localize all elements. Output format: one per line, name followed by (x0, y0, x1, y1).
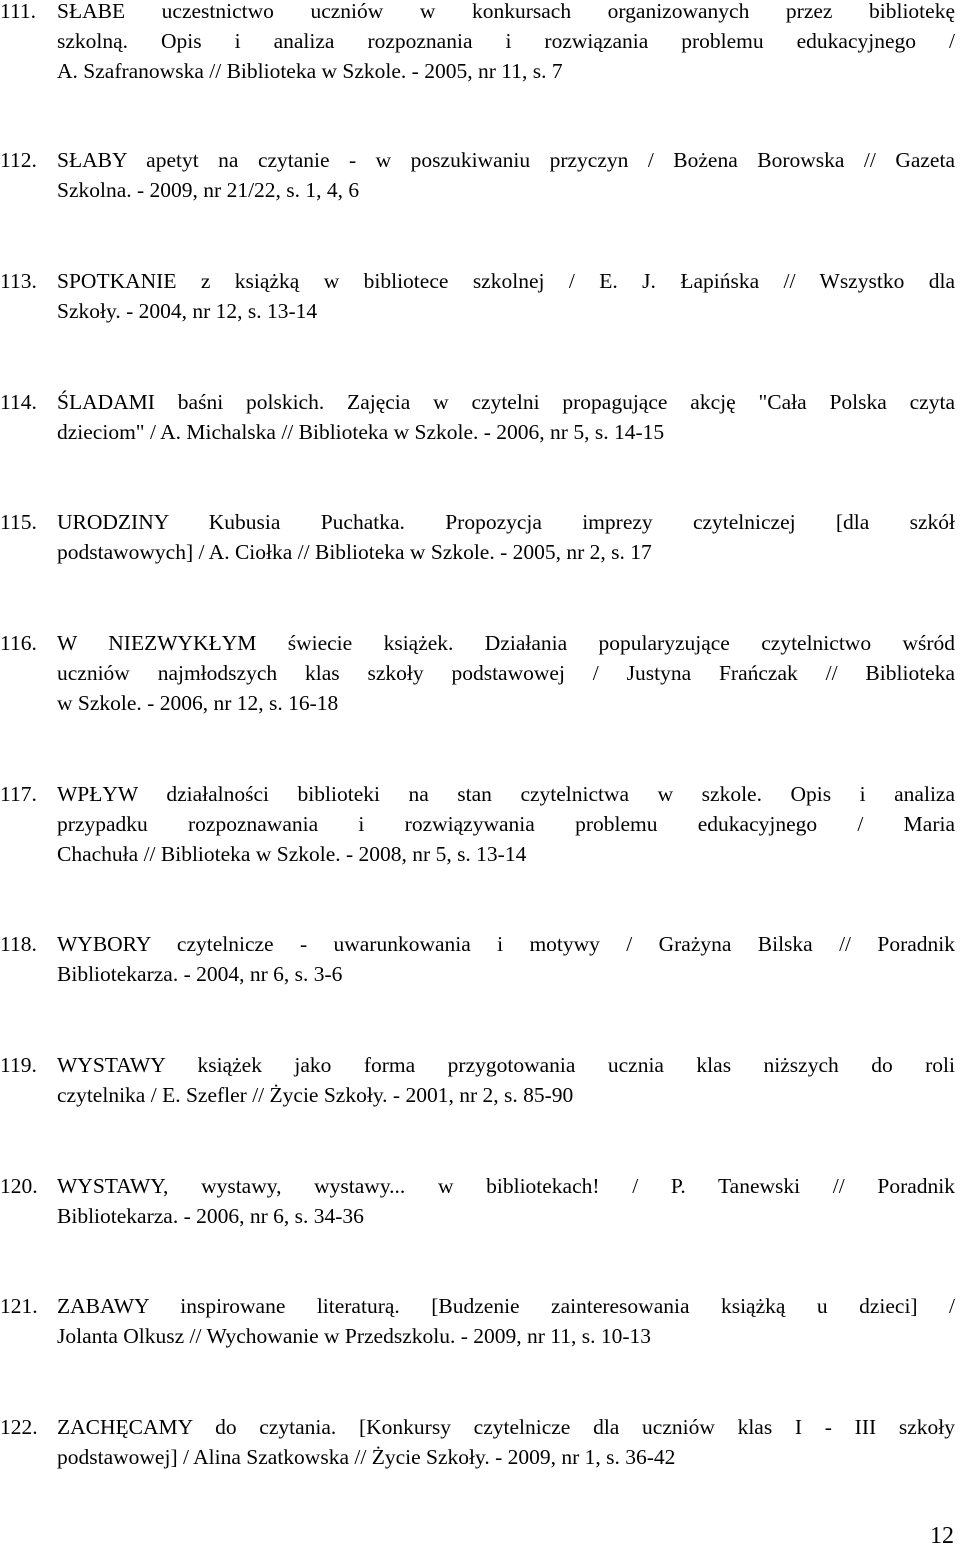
entry-number: 112. (0, 148, 37, 172)
page-number: 12 (930, 1523, 954, 1549)
entry-number: 117. (0, 782, 37, 806)
entry-number: 114. (0, 390, 37, 414)
entry-text-line: dzieciom" / A. Michalska // Biblioteka w Szkole. - 2006, nr 5, s. 14-15 (57, 420, 665, 444)
entry-text-line: Jolanta Olkusz // Wychowanie w Przedszkolu. - 2009, nr 11, s. 10-13 (57, 1324, 652, 1348)
entry-text-line: SŁABY apetyt na czytanie - w poszukiwaniu przyczyn / Bożena Borowska // Gazeta (57, 148, 955, 172)
entry-text-line: ZACHĘCAMY do czytania. [Konkursy czytelnicze dla uczniów klas I - III szkoły (57, 1415, 955, 1439)
entry-text-line: WYBORY czytelnicze - uwarunkowania i motywy / Grażyna Bilska // Poradnik (57, 932, 955, 956)
entry-text-line: szkolną. Opis i analiza rozpoznania i rozwiązania problemu edukacyjnego / (57, 29, 955, 53)
entry-number: 115. (0, 510, 37, 534)
entry-number: 113. (0, 269, 37, 293)
entry-text-line: przypadku rozpoznawania i rozwiązywania problemu edukacyjnego / Maria (57, 812, 955, 836)
entry-number: 111. (0, 0, 37, 23)
entry-number: 118. (0, 932, 37, 956)
bibliography-entry (0, 387, 955, 447)
entry-text-line: WYSTAWY, wystawy, wystawy... w bibliotekach! / P. Tanewski // Poradnik (57, 1174, 955, 1198)
entry-text-line: Chachuła // Biblioteka w Szkole. - 2008, nr 5, s. 13-14 (57, 842, 527, 866)
entry-text-line: WYSTAWY książek jako forma przygotowania ucznia klas niższych do roli (57, 1053, 955, 1077)
entry-text-line: czytelnika / E. Szefler // Życie Szkoły. - 2001, nr 2, s. 85-90 (57, 1083, 574, 1107)
entry-text-line: podstawowej] / Alina Szatkowska // Życie Szkoły. - 2009, nr 1, s. 36-42 (57, 1445, 676, 1469)
bibliography-entry (0, 1291, 955, 1351)
bibliography-entry (0, 1412, 955, 1472)
entry-text-line: w Szkole. - 2006, nr 12, s. 16-18 (57, 691, 339, 715)
entry-text-line: SŁABE uczestnictwo uczniów w konkursach organizowanych przez bibliotekę (57, 0, 955, 23)
entry-text-line: ŚLADAMI baśni polskich. Zajęcia w czytelni propagujące akcję "Cała Polska czyta (57, 390, 955, 414)
bibliography-entry (0, 0, 955, 86)
bibliography-entry (0, 1050, 955, 1110)
entry-text-line: Szkoły. - 2004, nr 12, s. 13-14 (57, 299, 318, 323)
entry-text-line: URODZINY Kubusia Puchatka. Propozycja imprezy czytelniczej [dla szkół (57, 510, 955, 534)
bibliography-entry (0, 929, 955, 989)
bibliography-entry (0, 266, 955, 326)
entry-number: 122. (0, 1415, 38, 1439)
entry-number: 116. (0, 631, 37, 655)
bibliography-entry (0, 1171, 955, 1231)
entry-text-line: A. Szafranowska // Biblioteka w Szkole. - 2005, nr 11, s. 7 (57, 59, 563, 83)
bibliography-entry (0, 628, 955, 718)
bibliography-entry (0, 779, 955, 869)
entry-text-line: Bibliotekarza. - 2004, nr 6, s. 3-6 (57, 962, 343, 986)
entry-text-line: uczniów najmłodszych klas szkoły podstawowej / Justyna Frańczak // Biblioteka (57, 661, 955, 685)
entry-text-line: Bibliotekarza. - 2006, nr 6, s. 34-36 (57, 1204, 364, 1228)
entry-number: 120. (0, 1174, 38, 1198)
entry-number: 119. (0, 1053, 37, 1077)
entry-text-line: W NIEZWYKŁYM świecie książek. Działania popularyzujące czytelnictwo wśród (57, 631, 955, 655)
entry-number: 121. (0, 1294, 38, 1318)
entry-text-line: podstawowych] / A. Ciołka // Biblioteka w Szkole. - 2005, nr 2, s. 17 (57, 540, 652, 564)
bibliography-entry (0, 507, 955, 567)
entry-text-line: SPOTKANIE z książką w bibliotece szkolnej / E. J. Łapińska // Wszystko dla (57, 269, 955, 293)
entry-text-line: Szkolna. - 2009, nr 21/22, s. 1, 4, 6 (57, 178, 360, 202)
entry-text-line: WPŁYW działalności biblioteki na stan czytelnictwa w szkole. Opis i analiza (57, 782, 955, 806)
entry-text-line: ZABAWY inspirowane literaturą. [Budzenie zainteresowania książką u dzieci] / (57, 1294, 955, 1318)
bibliography-entry (0, 145, 955, 205)
